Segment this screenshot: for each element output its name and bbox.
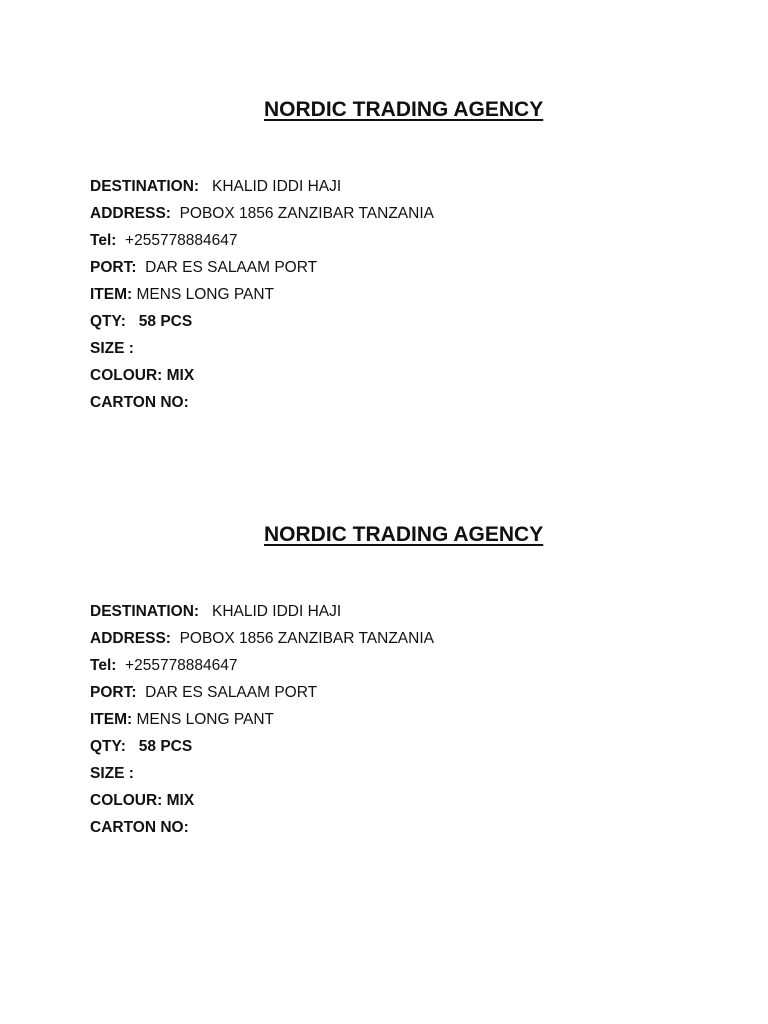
qty-value: 58 PCS bbox=[138, 738, 193, 755]
carton-key: CARTON NO: bbox=[90, 819, 189, 836]
size-key: SIZE : bbox=[90, 340, 134, 357]
carton-row bbox=[90, 810, 690, 846]
address-value: POBOX 1856 ZANZIBAR TANZANIA bbox=[179, 630, 434, 647]
address-key: ADDRESS: bbox=[90, 630, 171, 647]
label-title: NORDIC TRADING AGENCY bbox=[264, 98, 544, 121]
address-value: POBOX 1856 ZANZIBAR TANZANIA bbox=[179, 205, 434, 222]
carton-row bbox=[90, 385, 690, 421]
port-value: DAR ES SALAAM PORT bbox=[145, 684, 318, 701]
size-key: SIZE : bbox=[90, 765, 134, 782]
item-key: ITEM: bbox=[90, 286, 133, 303]
tel-value: +255778884647 bbox=[125, 232, 238, 249]
tel-value: +255778884647 bbox=[125, 657, 238, 674]
port-key: PORT: bbox=[90, 259, 137, 276]
item-key: ITEM: bbox=[90, 711, 133, 728]
item-value: MENS LONG PANT bbox=[136, 286, 275, 303]
carton-key: CARTON NO: bbox=[90, 394, 189, 411]
port-key: PORT: bbox=[90, 684, 137, 701]
destination-key: DESTINATION: bbox=[90, 178, 200, 195]
item-value: MENS LONG PANT bbox=[136, 711, 275, 728]
port-value: DAR ES SALAAM PORT bbox=[145, 259, 318, 276]
destination-value: KHALID IDDI HAJI bbox=[212, 178, 342, 195]
shipping-label-1 bbox=[90, 98, 690, 421]
qty-key: QTY: bbox=[90, 738, 126, 755]
tel-key: Tel: bbox=[90, 232, 117, 249]
destination-key: DESTINATION: bbox=[90, 603, 200, 620]
label-fields bbox=[90, 169, 690, 421]
tel-key: Tel: bbox=[90, 657, 117, 674]
label-title: NORDIC TRADING AGENCY bbox=[264, 523, 544, 546]
colour-value: MIX bbox=[166, 792, 195, 809]
colour-key: COLOUR: bbox=[90, 792, 163, 809]
qty-value: 58 PCS bbox=[138, 313, 193, 330]
colour-value: MIX bbox=[166, 367, 195, 384]
label-fields bbox=[90, 594, 690, 846]
address-key: ADDRESS: bbox=[90, 205, 171, 222]
colour-key: COLOUR: bbox=[90, 367, 163, 384]
shipping-label-2 bbox=[90, 523, 690, 846]
qty-key: QTY: bbox=[90, 313, 126, 330]
destination-value: KHALID IDDI HAJI bbox=[212, 603, 342, 620]
